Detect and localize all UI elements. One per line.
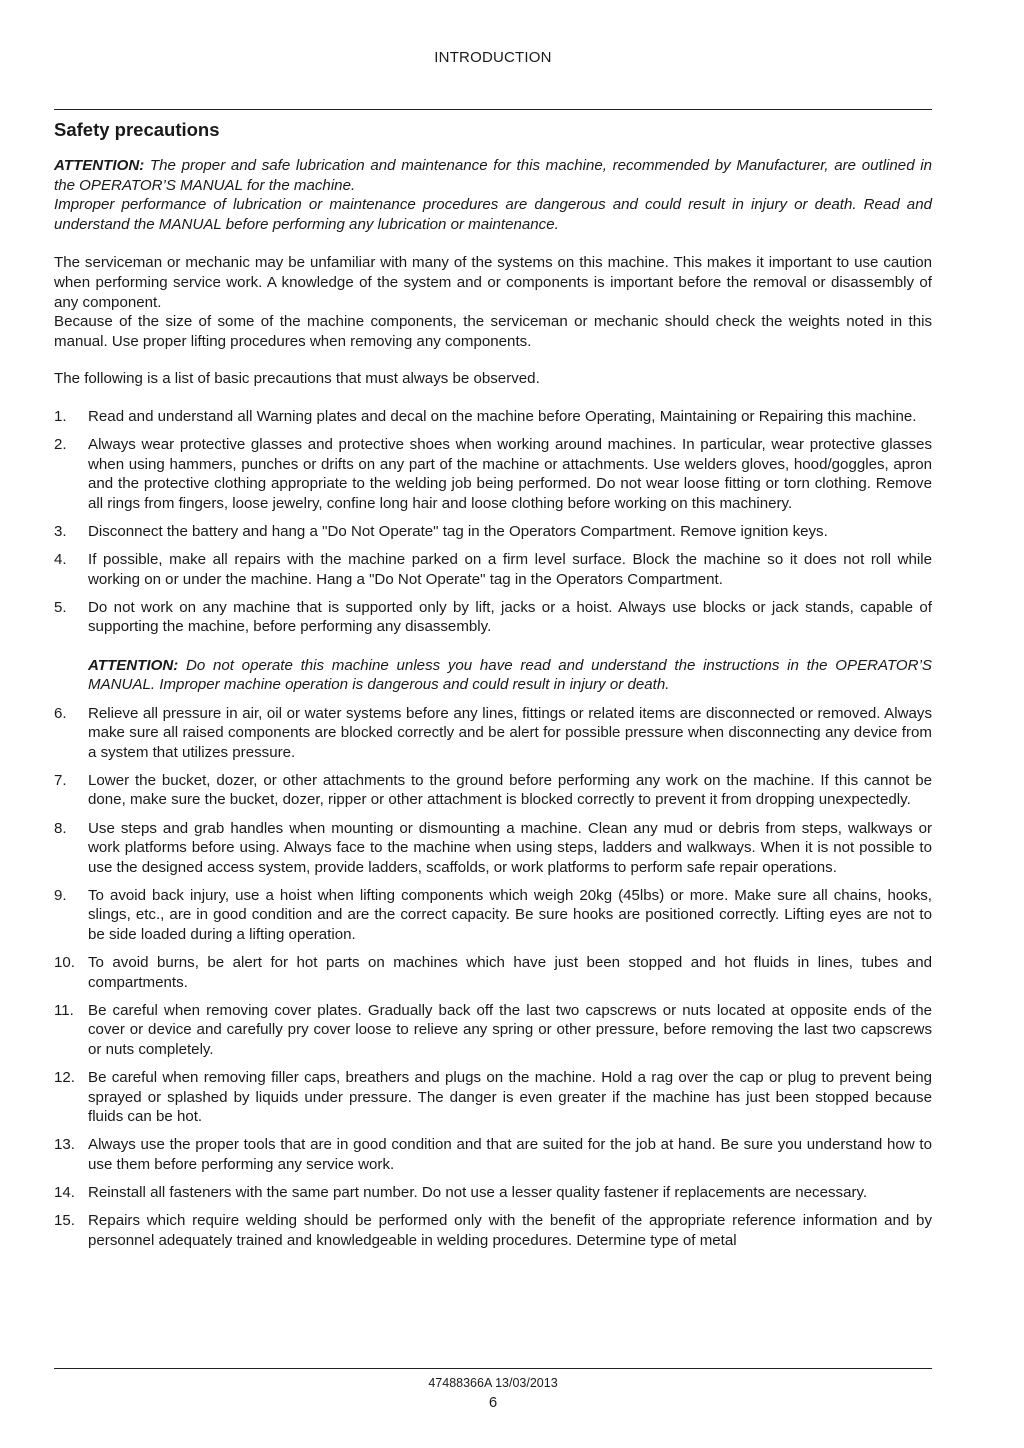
item-text: Be careful when removing cover plates. Gradually back off the last two capscrews or nuts located at opposite ends of the cover or device and carefully pry cover loose to relieve any spring or other pressure, before removing the last two capscrews or nuts completely. [88,1001,932,1058]
list-item [54,435,932,513]
item-number: 7. [54,771,67,789]
item-number: 6. [54,704,67,722]
list-item [54,1001,932,1060]
list-item [54,771,932,810]
item-number: 1. [54,407,67,425]
list-item [54,1135,932,1174]
item-text: Relieve all pressure in air, oil or water systems before any lines, fittings or related items are disconnected or removed. Always make sure all raised components are blocked correctly and be alert for possible pressure when disconnecting any device from a system that utilizes pressure. [88,704,932,761]
item-number: 5. [54,598,67,616]
page-header: INTRODUCTION [434,49,552,66]
item-text: Repairs which require welding should be performed only with the benefit of the appropriate reference information and by personnel adequately trained and knowledgeable in welding procedures. Determine type of metal [88,1212,932,1249]
precautions-list [54,407,932,1250]
list-item [54,550,932,589]
item-text: To avoid burns, be alert for hot parts on machines which have just been stopped and hot fluids in lines, tubes and compartments. [88,954,932,991]
intro-paragraph-a: The serviceman or mechanic may be unfamiliar with many of the systems on this machine. This makes it important to use caution when performing service work. A knowledge of the system and or components is important before the removal or disassembly of any component. [54,254,932,311]
list-item [54,1183,932,1203]
item-number: 9. [54,886,67,904]
item-number: 15. [54,1212,75,1230]
item-text: Always wear protective glasses and protective shoes when working around machines. In particular, wear protective glasses when using hammers, punches or drifts on any part of the machine or attachments. Use welders gloves, hood/goggles, apron and the protective clothing appropriate to the welding job being performed. Do not wear loose fitting or torn clothing. Remove all rings from fingers, loose jewelry, confine long hair and loose clothing before working on this machinery. [88,436,932,512]
item-text: Lower the bucket, dozer, or other attachments to the ground before performing any work on the machine. If this cannot be done, make sure the bucket, dozer, ripper or other attachment is blocked correctly to prevent it from dropping unexpectedly. [88,771,932,809]
header-rule [54,109,932,110]
footer-rule [54,1368,932,1369]
item-number: 14. [54,1184,75,1202]
intro-paragraph-b: Because of the size of some of the machine components, the serviceman or mechanic should check the weights noted in this manual. Use proper lifting procedures when removing any components. [54,313,932,350]
item-text: If possible, make all repairs with the machine parked on a firm level surface. Block the machine so it does not roll while working on or under the machine. Hang a "Do Not Operate" tag in the Operators Compartment. [88,551,932,588]
item-number: 12. [54,1069,75,1087]
attention-text-3: Do not operate this machine unless you have read and understand the instructions in the OPERATOR’S MANUAL. Improper machine operation is dangerous and could result in injury or death. [88,656,932,694]
item-number: 8. [54,819,67,837]
list-item [54,1211,932,1250]
page-content [54,118,932,1259]
item-number: 4. [54,551,67,568]
attention-text-2: Improper performance of lubrication or maintenance procedures are dangerous and could result in injury or death. Read and understand the MANUAL before performing any lubrication or maintenance. [54,196,932,233]
attention-label-2: ATTENTION: [88,656,179,674]
item-text: Read and understand all Warning plates and decal on the machine before Operating, Maintaining or Repairing this machine. [88,407,917,425]
item-number: 3. [54,522,67,540]
list-item [54,522,932,542]
list-intro: The following is a list of basic precautions that must always be observed. [54,370,540,388]
item-text: Disconnect the battery and hang a "Do Not Operate" tag in the Operators Compartment. Remove ignition keys. [88,522,828,540]
list-item [54,407,932,427]
list-item [54,598,932,695]
list-item [54,953,932,992]
item-number: 13. [54,1136,75,1154]
attention-text: The proper and safe lubrication and maintenance for this machine, recommended by Manufacturer, are outlined in the OPERATOR’S MANUAL for the machine. [54,157,932,194]
item-text: To avoid back injury, use a hoist when lifting components which weigh 20kg (45lbs) or more. Make sure all chains, hooks, slings, etc., are in good condition and are the correct capacity. Be sure hooks are positioned correctly. Lifting eyes are not to be side loaded during a lifting operation. [88,886,932,943]
attention-note-2 [88,656,932,695]
list-item [54,819,932,878]
attention-label: ATTENTION: [54,157,145,174]
item-text: Be careful when removing filler caps, breathers and plugs on the machine. Hold a rag over the cap or plug to prevent being sprayed or splashed by liquids under pressure. The danger is even greater if the machine has just been stopped because fluids can be hot. [88,1069,932,1126]
item-text: Always use the proper tools that are in good condition and that are suited for the job at hand. Be sure you understand how to use them before performing any service work. [88,1136,932,1173]
section-title: Safety precautions [54,119,220,140]
item-number: 2. [54,436,67,454]
item-number: 10. [54,954,75,972]
list-item [54,1068,932,1127]
list-item [54,886,932,945]
document-id: 47488366A 13/03/2013 [428,1376,558,1390]
page-number: 6 [488,1394,498,1411]
item-text: Reinstall all fasteners with the same part number. Do not use a lesser quality fastener if replacements are necessary. [88,1184,868,1202]
item-text: Do not work on any machine that is supported only by lift, jacks or a hoist. Always use blocks or jack stands, capable of supporting the machine, before performing any disassembly. [88,598,932,636]
attention-note [54,156,932,234]
item-text: Use steps and grab handles when mounting or dismounting a machine. Clean any mud or debris from steps, walkways or work platforms before using. Always face to the machine when using steps, ladders and walkways. When it is not possible to use the designed access system, provide ladders, scaffolds, or work platforms to perform safe repair operations. [88,819,932,876]
list-item [54,704,932,763]
intro-paragraph [54,253,932,351]
item-number: 11. [54,1001,74,1019]
